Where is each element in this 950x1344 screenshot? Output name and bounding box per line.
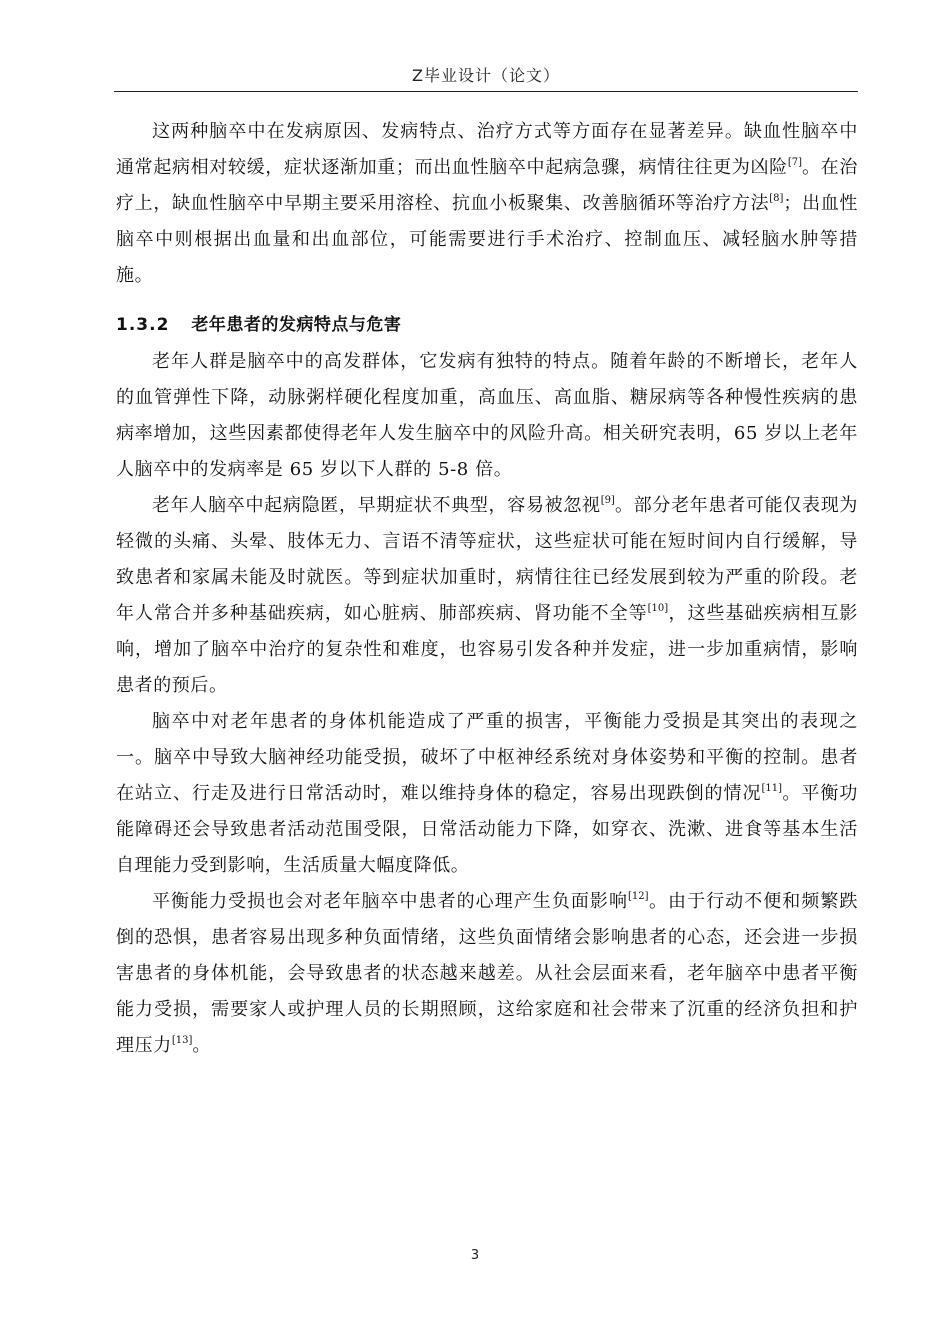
citation-13[interactable]: [13] <box>171 1035 193 1046</box>
paragraph-text: 老年人群是脑卒中的高发群体，它发病有独特的特点。随着年龄的不断增长，老年人的血管弹性下降，动脉粥样硬化程度加重，高血压、高血脂、糖尿病等各种慢性疾病的患病率增加，这些因素都使得老年人发生脑卒中的风险升高。相关研究表明，65 岁以上老年人脑卒中的发病率是 65 岁以下人群的 5-8 倍。 <box>116 351 858 480</box>
citation-11[interactable]: [11] <box>761 783 783 794</box>
paragraph-text: 。部分老年患者可能仅表现为轻微的头痛、头晕、肢体无力、言语不清等症状，这些症状可能在短时间内自行缓解，导致患者和家属未能及时就医。等到症状加重时，病情往往已经发展到较为严重的阶段。老年人常合并多种基础疾病，如心脏病、肺部疾病、肾功能不全等 <box>116 495 858 624</box>
citation-12[interactable]: [12] <box>628 891 649 902</box>
paragraph-balance-impairment <box>116 704 858 884</box>
citation-7[interactable]: [7] <box>787 157 802 168</box>
citation-8[interactable]: [8] <box>769 193 784 204</box>
paragraph-text: 平衡能力受损也会对老年脑卒中患者的心理产生负面影响 <box>152 891 629 912</box>
paragraph-text: ，这些基础疾病相互影响，增加了脑卒中治疗的复杂性和难度，也容易引发各种并发症，进一步加重病情，影响患者的预后。 <box>116 603 859 696</box>
paragraph-text: ；出血性脑卒中则根据出血量和出血部位，可能需要进行手术治疗、控制血压、减轻脑水肿等措施。 <box>116 193 858 286</box>
paragraph-text: 。 <box>192 1035 211 1056</box>
page-header: Z毕业设计（论文） <box>412 66 560 85</box>
paragraph-text: 这两种脑卒中在发病原因、发病特点、治疗方式等方面存在显著差异。缺血性脑卒中通常起病相对较缓，症状逐渐加重；而出血性脑卒中起病急骤，病情往往更为凶险 <box>116 121 858 178</box>
paragraph-stroke-types-comparison <box>116 114 858 294</box>
citation-10[interactable]: [10] <box>647 603 669 614</box>
document-body <box>116 114 858 1064</box>
citation-9[interactable]: [9] <box>600 495 615 506</box>
paragraph-psychological-impact <box>116 884 858 1064</box>
paragraph-text: 。在治疗上，缺血性脑卒中早期主要采用溶栓、抗血小板聚集、改善脑循环等治疗方法 <box>116 157 858 214</box>
header-divider <box>114 91 858 92</box>
section-number: 1.3.2 <box>116 315 170 335</box>
section-heading <box>116 310 858 340</box>
section-title: 老年患者的发病特点与危害 <box>191 315 402 335</box>
paragraph-text: 老年人脑卒中起病隐匿，早期症状不典型，容易被忽视 <box>152 495 601 516</box>
paragraph-onset-characteristics <box>116 488 858 704</box>
paragraph-text: 。由于行动不便和频繁跌倒的恐惧，患者容易出现多种负面情绪，这些负面情绪会影响患者的心态，还会进一步损害患者的身体机能，会导致患者的状态越来越差。从社会层面来看，老年脑卒中患者平衡能力受损，需要家人或护理人员的长期照顾，这给家庭和社会带来了沉重的经济负担和护理压力 <box>116 891 858 1056</box>
paragraph-text: 。平衡功能障碍还会导致患者活动范围受限，日常活动能力下降，如穿衣、洗漱、进食等基本生活自理能力受到影响，生活质量大幅度降低。 <box>116 783 858 876</box>
paragraph-elderly-high-risk <box>116 344 858 488</box>
page-number: 3 <box>470 1248 480 1263</box>
paragraph-text: 脑卒中对老年患者的身体机能造成了严重的损害，平衡能力受损是其突出的表现之一。脑卒中导致大脑神经功能受损，破坏了中枢神经系统对身体姿势和平衡的控制。患者在站立、行走及进行日常活动时，难以维持身体的稳定，容易出现跌倒的情况 <box>116 711 858 804</box>
